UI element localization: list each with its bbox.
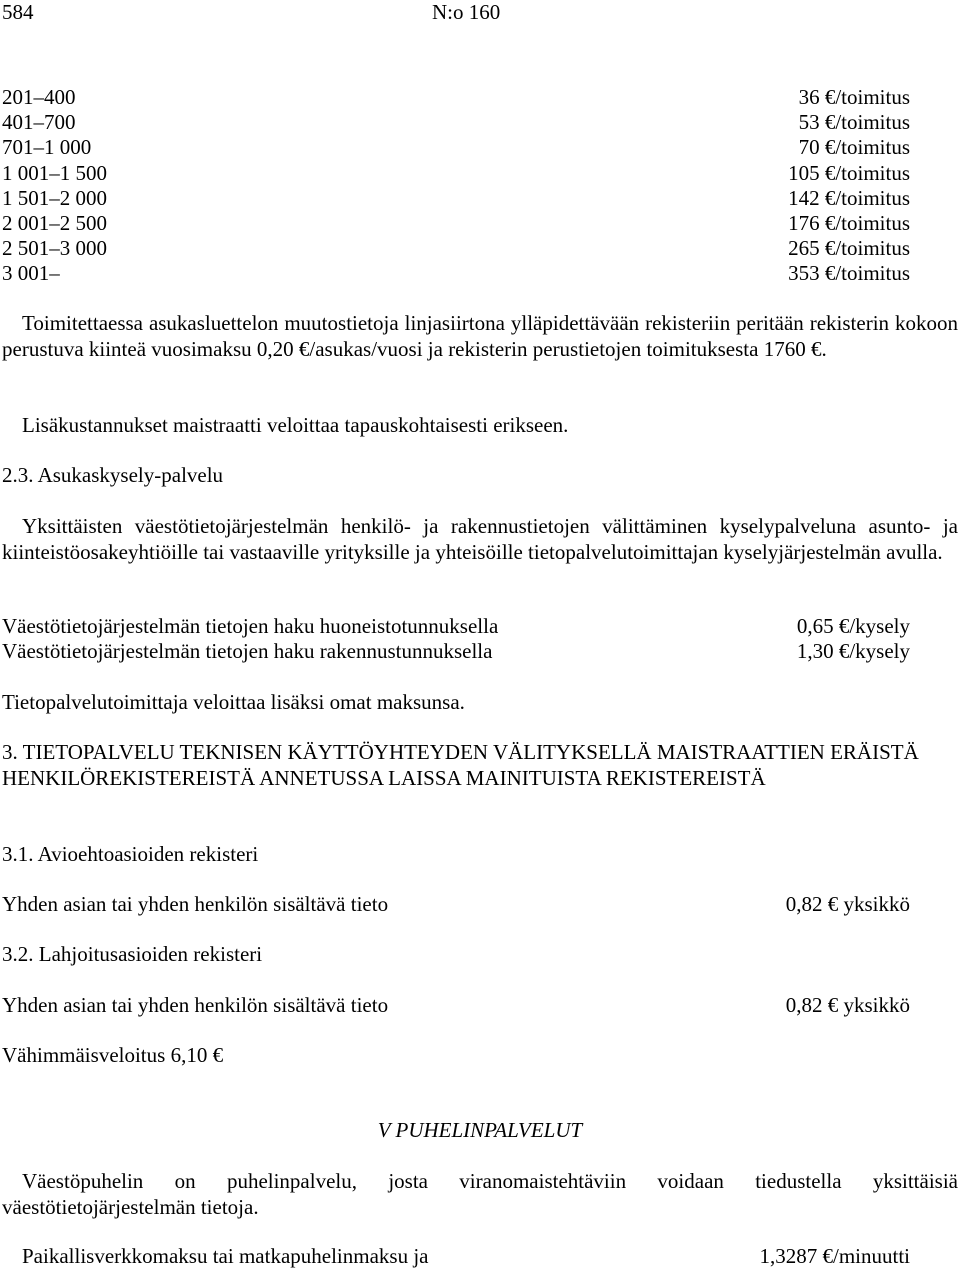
table-row [2, 211, 910, 236]
fee-price: 353 €/toimitus [788, 261, 910, 286]
item-price: 0,82 € yksikkö [785, 993, 910, 1017]
section-heading-v: V PUHELINPALVELUT [377, 1118, 583, 1142]
fee-table [2, 85, 910, 287]
fee-price: 176 €/toimitus [788, 210, 910, 235]
paragraph-query-service: Yksittäisten väestötietojärjestelmän henkilö- ja rakennustietojen välittäminen kyselypalveluna asunto- ja kiinteistöosakeyhtiöille tai vastaaville yrityksille ja yhteisöille tietopalvelutoimittajan kyselyjärjestelmän avulla. [2, 514, 958, 564]
fee-price: 53 €/toimitus [798, 110, 910, 135]
page-number: 584 [2, 0, 34, 24]
table-row [2, 261, 910, 286]
paragraph-provider-fees: Tietopalvelutoimittaja veloittaa lisäksi omat maksunsa. [2, 690, 465, 714]
table-row [2, 110, 910, 135]
table-row [2, 85, 910, 110]
section-heading-3-2: 3.2. Lahjoitusasioiden rekisteri [2, 942, 263, 966]
fee-price: 105 €/toimitus [788, 160, 910, 185]
table-row [2, 236, 910, 261]
fee-range: 401–700 [2, 110, 76, 135]
item-price: 0,82 € yksikkö [785, 892, 910, 916]
fee-range: 2 501–3 000 [2, 236, 107, 261]
item-price: 0,65 €/kysely [796, 614, 910, 638]
fee-range: 701–1 000 [2, 135, 92, 160]
section-heading-2-3: 2.3. Asukaskysely-palvelu [2, 463, 224, 487]
issue-number: N:o 160 [432, 0, 501, 24]
item-label: Paikallisverkkomaksu tai matkapuhelinmaksu ja [22, 1244, 429, 1268]
item-price: 1,30 €/kysely [796, 639, 910, 663]
table-row [2, 161, 910, 186]
item-label: Väestötietojärjestelmän tietojen haku rakennustunnuksella [2, 639, 493, 663]
table-row [2, 186, 910, 211]
fee-range: 1 001–1 500 [2, 160, 107, 185]
paragraph-extra-costs: Lisäkustannukset maistraatti veloittaa tapauskohtaisesti erikseen. [22, 413, 569, 437]
table-row [2, 135, 910, 160]
fee-price: 142 €/toimitus [788, 185, 910, 210]
item-label: Väestötietojärjestelmän tietojen haku huoneistotunnuksella [2, 614, 499, 638]
fee-range: 2 001–2 500 [2, 210, 107, 235]
item-price: 1,3287 €/minuutti [759, 1244, 910, 1268]
fee-price: 36 €/toimitus [798, 85, 910, 109]
fee-price: 265 €/toimitus [788, 236, 910, 261]
list-item [2, 993, 910, 1019]
paragraph-register-fee: Toimitettaessa asukasluettelon muutostietoja linjasiirtona ylläpidettävään rekisteriin peritään rekisterin kokoon perustuva kiinteä vuosimaksu 0,20 €/asukas/vuosi ja rekisterin perustietojen toimituksesta 1760 €. [2, 311, 958, 361]
item-label: Yhden asian tai yhden henkilön sisältävä tieto [2, 993, 389, 1017]
fee-price: 70 €/toimitus [798, 135, 910, 160]
fee-range: 201–400 [2, 85, 76, 109]
section-heading-3: 3. TIETOPALVELU TEKNISEN KÄYTTÖYHTEYDEN VÄLITYKSELLÄ MAISTRAATTIEN ERÄISTÄ HENKILÖREKISTEREISTÄ ANNETUSSA LAISSA MAINITUISTA REKISTEREISTÄ [2, 740, 919, 790]
paragraph-phone-service: Väestöpuhelin on puhelinpalvelu, josta viranomaistehtäviin voidaan tiedustella yksittäisiä väestötietojärjestelmän tietoja. [2, 1169, 958, 1219]
item-label: Yhden asian tai yhden henkilön sisältävä tieto [2, 892, 389, 916]
fee-range: 1 501–2 000 [2, 185, 107, 210]
fee-range: 3 001– [2, 261, 60, 286]
list-item [2, 892, 910, 918]
list-item [2, 614, 910, 640]
list-item [2, 639, 910, 665]
minimum-fee: Vähimmäisveloitus 6,10 € [2, 1043, 224, 1067]
section-heading-3-1: 3.1. Avioehtoasioiden rekisteri [2, 842, 259, 866]
list-item [22, 1244, 910, 1270]
